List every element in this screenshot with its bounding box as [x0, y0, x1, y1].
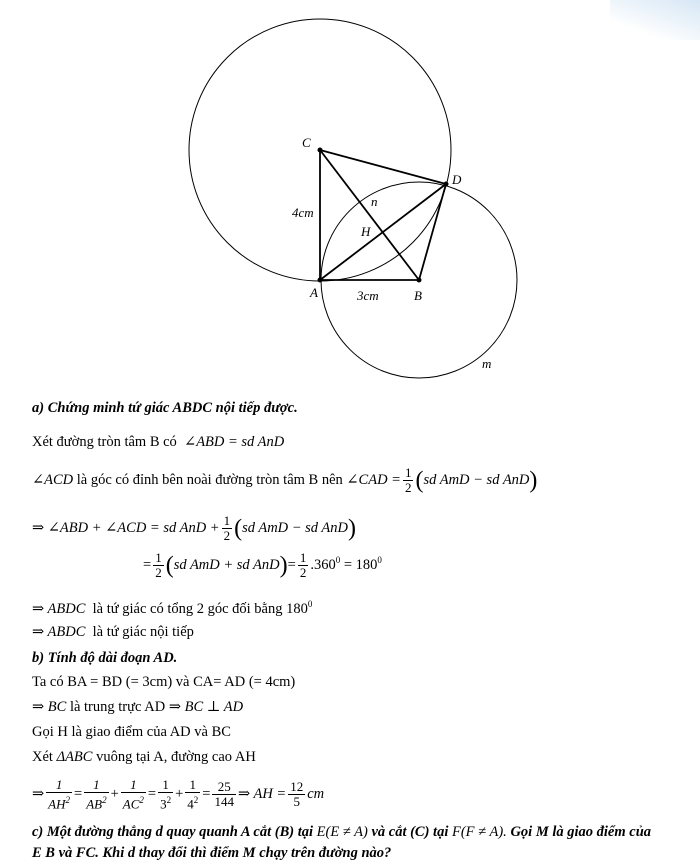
point-a	[318, 278, 323, 283]
section-a-heading: a) Chứng minh tứ giác ABDC nội tiếp được.	[32, 400, 298, 416]
geometry-figure	[0, 0, 700, 400]
segment-cd	[320, 150, 446, 184]
section-b-heading: b) Tính độ dài đoạn AD.	[32, 650, 178, 666]
line-5: ⇒ ABDC là tứ giác có tổng 2 góc đối bằng $180^0$	[32, 599, 313, 617]
line-4: = $\frac{1}{2}$ (sd AmD + sd AnD)= $\frac{1}{2}$ $.360^0 = 180^0$	[143, 550, 382, 580]
line-1: Xét đường tròn tâm B có ∠ABD = sd AnD	[32, 434, 285, 450]
line-7: Ta có BA = BD (= 3cm) và CA= AD (= 4cm)	[32, 674, 296, 690]
label-c: C	[302, 135, 311, 150]
label-h: H	[361, 224, 371, 239]
line-2: ∠ACD là góc có đỉnh bên noài đường tròn tâm B nên ∠CAD = $\frac{1}{2}$ (sd AmD − sd AnD)	[32, 465, 538, 495]
label-n: n	[371, 194, 378, 209]
point-b	[417, 278, 422, 283]
label-a: A	[310, 285, 318, 300]
label-b: B	[414, 288, 422, 303]
line-6: ⇒ ABDC là tứ giác nội tiếp	[32, 624, 194, 640]
section-c-heading-line1: c) Một đường thẳng d quay quanh A cắt (B) tại E(E ≠ A) và cắt (C) tại F(F ≠ A). Gọi M là giao điểm của	[32, 824, 652, 840]
line-11: ⇒ $\frac{1}{AH^2}$ = $\frac{1}{AB^2}$ + $\frac{1}{AC^2}$ = $\frac{1}{3^2}$ + $\frac{1}{4^2}$ = $\frac{25}{144}$ ⇒ AH = $\frac{12}{5}$ cm	[32, 777, 325, 812]
label-d: D	[452, 172, 462, 187]
label-ca-length: 4cm	[292, 205, 314, 220]
line-9: Gọi H là giao điểm của AD và BC	[32, 724, 231, 740]
point-d	[444, 182, 449, 187]
section-c-heading-line2: E B và FC. Khi d thay đổi thì điểm M chạy trên đường nào?	[32, 845, 392, 861]
line-8: ⇒ BC là trung trực AD ⇒ BC ⊥ AD	[32, 699, 244, 715]
line-3: ⇒ ∠ABD + ∠ACD = sd AnD + $\frac{1}{2}$ (sd AmD − sd AnD)	[32, 513, 357, 543]
segment-ad	[320, 184, 446, 280]
point-c	[318, 148, 323, 153]
line-10: Xét ΔABC vuông tại A, đường cao AH	[32, 749, 256, 765]
label-m: m	[482, 356, 492, 371]
segment-bd	[419, 184, 446, 280]
label-ab-length: 3cm	[357, 288, 379, 303]
